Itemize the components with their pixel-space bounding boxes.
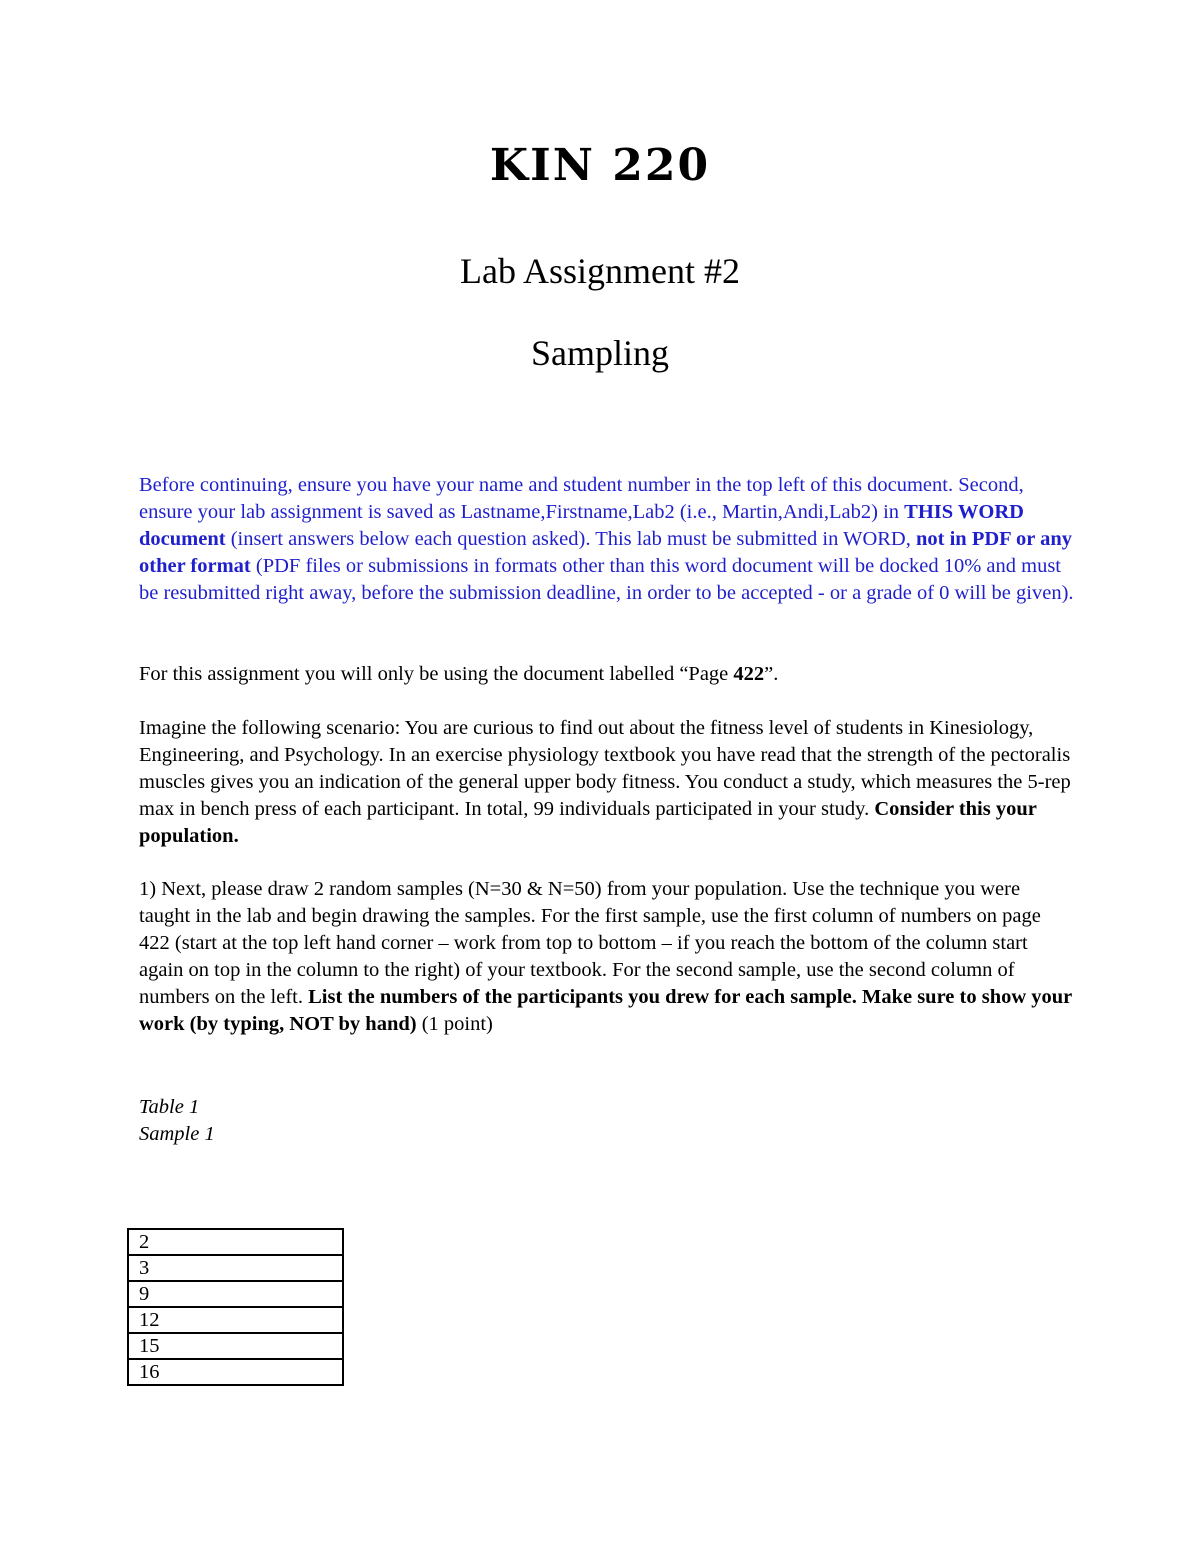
scenario-bold: Consider this your population. (139, 798, 1037, 847)
topic-title: Sampling (530, 333, 669, 373)
instructions-paragraph (139, 472, 1074, 607)
table-number: Table 1 (139, 1096, 200, 1118)
table-cell[interactable]: 9 (128, 1281, 343, 1307)
scenario-text: Imagine the following scenario: You are curious to find out about the fitness level of students in Kinesiology, Engineering, and Psychology. In an exercise physiology textbook you have read that the strength of the pectoralis muscles gives you an indication of the general upper body fitness. You conduct a study, which measures the 5-rep max in bench press of each participant. In total, 99 individuals participated in your study. (139, 717, 1071, 820)
instructions-bold-1: THIS WORD document (139, 501, 1024, 550)
question-1-text: 1) Next, please draw 2 random samples (N=30 & N=50) from your population. Use the technique you were taught in the lab and begin drawing the samples. For the first sample, use the first column of numbers on page 422 (start at the top left hand corner – work from top to bottom – if you reach the bottom of the column start again on top in the column to the right) of your textbook. For the second sample, use the second column of numbers on the left. (139, 878, 1041, 1008)
scenario-paragraph (139, 715, 1074, 850)
instructions-text-1: Before continuing, ensure you have your name and student number in the top left of this document. Second, ensure your lab assignment is saved as Lastname,Firstname,Lab2 (i.e., Martin,Andi,Lab2) in (139, 474, 1024, 523)
instructions-text-2: (insert answers below each question asked). This lab must be submitted in WORD, (225, 528, 916, 550)
table-cell[interactable]: 16 (128, 1359, 343, 1385)
question-1-points: (1 point) (416, 1013, 493, 1035)
table-row (128, 1281, 343, 1307)
question-1-paragraph (139, 876, 1074, 1038)
instructions-bold-2: not in PDF or any other format (139, 528, 1073, 577)
question-1-bold: List the numbers of the participants you drew for each sample. Make sure to show your work (by typing, NOT by hand) (139, 986, 1072, 1035)
table-row (128, 1307, 343, 1333)
page-note-text-2: ”. (764, 663, 779, 685)
page-note-paragraph (139, 661, 1074, 688)
page-note-text-1: For this assignment you will only be using the document labelled “Page (139, 663, 734, 685)
table-row (128, 1333, 343, 1359)
table-row (128, 1359, 343, 1385)
table-cell[interactable]: 3 (128, 1255, 343, 1281)
table-cell[interactable]: 12 (128, 1307, 343, 1333)
table-row (128, 1229, 343, 1255)
lab-title: Lab Assignment #2 (460, 251, 740, 291)
page-note-bold: 422 (733, 663, 765, 685)
sample-1-table (127, 1228, 344, 1386)
table-row (128, 1255, 343, 1281)
table-cell[interactable]: 2 (128, 1229, 343, 1255)
table-label: Sample 1 (139, 1123, 215, 1145)
table-cell[interactable]: 15 (128, 1333, 343, 1359)
course-title: KIN 220 (489, 140, 711, 191)
table-caption (139, 1094, 215, 1148)
instructions-text-3: (PDF files or submissions in formats other than this word document will be docked 10% and must be resubmitted right away, before the submission deadline, in order to be accepted - or a grade of 0 will be given). (139, 555, 1074, 604)
